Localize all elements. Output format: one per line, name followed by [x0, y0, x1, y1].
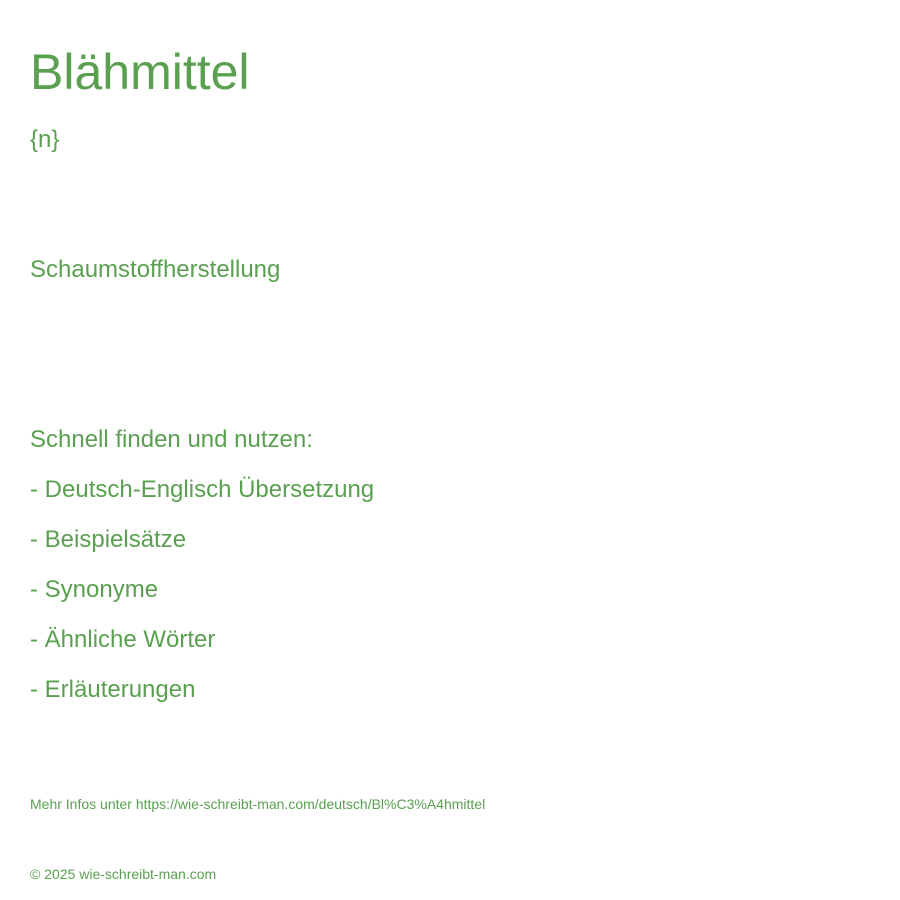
quick-link-explanations: - Erläuterungen: [30, 676, 196, 703]
copyright-text: © 2025 wie-schreibt-man.com: [30, 866, 217, 882]
quick-link-synonyms: - Synonyme: [30, 576, 159, 603]
page-title: Blähmittel: [30, 44, 250, 100]
more-info-text: Mehr Infos unter https://wie-schreibt-man.com/deutsch/Bl%C3%A4hmittel: [30, 796, 486, 812]
quick-links-list: [30, 474, 374, 724]
gender-label: {n}: [30, 126, 60, 153]
quick-link-similar-words: - Ähnliche Wörter: [30, 626, 216, 653]
definition-text: Schaumstoffherstellung: [30, 256, 281, 283]
quick-link-translation: - Deutsch-Englisch Übersetzung: [30, 476, 375, 503]
quick-links-heading: Schnell finden und nutzen:: [30, 426, 313, 453]
quick-link-example-sentences: - Beispielsätze: [30, 526, 187, 553]
